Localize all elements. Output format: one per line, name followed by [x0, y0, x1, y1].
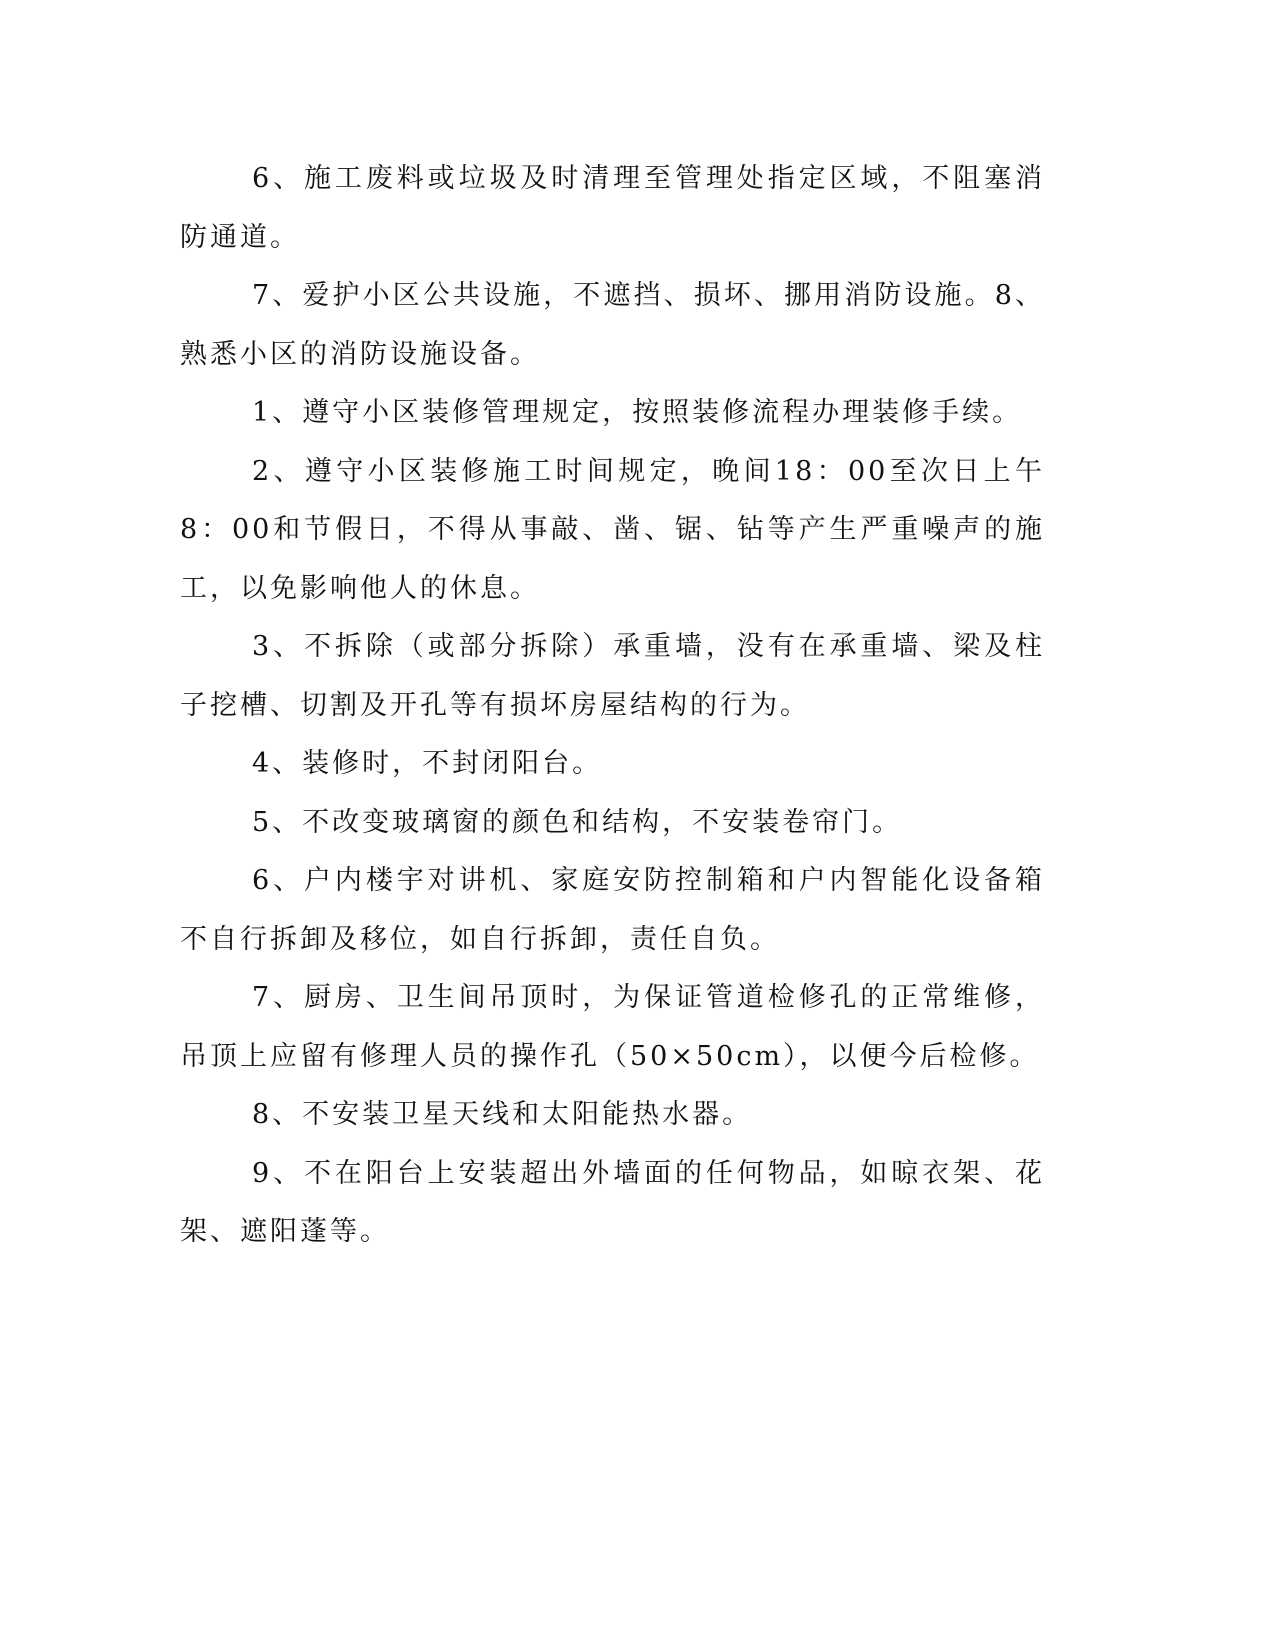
paragraph-windows: 5、不改变玻璃窗的颜色和结构，不安装卷帘门。 — [252, 806, 903, 838]
paragraph-load-bearing-wall: 3、不拆除（或部分拆除）承重墙，没有在承重墙、梁及柱子挖槽、切割及开孔等有损坏房屋结构的行为。 — [180, 631, 1045, 721]
paragraph-renovation-rules: 1、遵守小区装修管理规定，按照装修流程办理装修手续。 — [252, 397, 1023, 428]
paragraph-fire-debris: 6、施工废料或垃圾及时清理至管理处指定区域，不阻塞消防通道。 — [180, 163, 1045, 253]
paragraph-antenna: 8、不安装卫星天线和太阳能热水器。 — [252, 1099, 753, 1130]
paragraph-balcony-items: 9、不在阳台上安装超出外墙面的任何物品，如晾衣架、花架、遮阳蓬等。 — [180, 1157, 1045, 1247]
paragraph-intercom: 6、户内楼宇对讲机、家庭安防控制箱和户内智能化设备箱不自行拆卸及移位，如自行拆卸，责任自负。 — [180, 865, 1045, 955]
paragraph-balcony: 4、装修时，不封闭阳台。 — [252, 748, 603, 779]
document-page — [180, 150, 1045, 1262]
paragraph-renovation-hours: 2、遵守小区装修施工时间规定，晚间18：00至次日上午8：00和节假日，不得从事敲、凿、锯、钻等产生严重噪声的施工，以免影响他人的休息。 — [180, 455, 1045, 604]
paragraph-fire-facilities: 7、爱护小区公共设施，不遮挡、损坏、挪用消防设施。8、熟悉小区的消防设施设备。 — [180, 280, 1045, 370]
paragraph-ceiling: 7、厨房、卫生间吊顶时，为保证管道检修孔的正常维修，吊顶上应留有修理人员的操作孔（50×50cm），以便今后检修。 — [180, 982, 1045, 1072]
